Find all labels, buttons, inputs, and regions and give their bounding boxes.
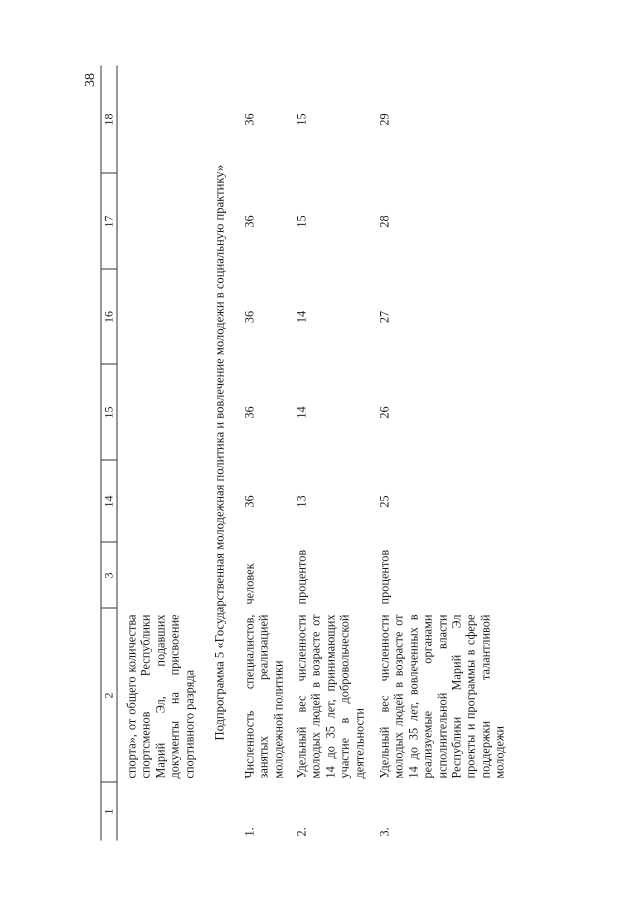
row-2-number: 2. — [294, 826, 308, 836]
subprogram-title: Подпрограмма 5 «Государственная молодежная политика и вовлечение молодежи в социальную практику» — [212, 164, 226, 740]
row-3-unit: процентов — [377, 549, 391, 604]
row-1-value-14: 36 — [242, 494, 256, 508]
rotated-table-sheet — [100, 65, 510, 840]
row-3-number: 3. — [377, 826, 391, 836]
row-2-value-16: 14 — [294, 310, 308, 323]
row-2-value-18: 15 — [294, 112, 308, 126]
column-number-2: 2 — [101, 692, 115, 698]
row-2-indicator-name: Удельный вес численности молодых людей в возрасте от 14 до 35 лет, принимающих участие в добровольческой деятельности — [294, 614, 366, 778]
row-1-number: 1. — [242, 826, 256, 836]
row-1-indicator-name: Численность специалистов, занятых реализацией молодежной политики — [242, 614, 285, 778]
row-1-value-17: 36 — [242, 214, 256, 228]
continuation-text: спорта», от общего количества спортсменов Республики Марий Эл, подавших документы на присвоение спортивного разряда — [124, 614, 196, 778]
row-1-unit: человек — [242, 562, 256, 604]
row-3-value-18: 29 — [377, 112, 391, 126]
row-2-unit: процентов — [294, 549, 308, 604]
column-number-15: 15 — [101, 406, 115, 418]
column-number-1: 1 — [101, 808, 115, 814]
row-1-value-16: 36 — [242, 310, 256, 323]
column-number-3: 3 — [101, 572, 115, 578]
page-number: 38 — [83, 73, 98, 87]
row-3-value-17: 28 — [377, 214, 391, 228]
row-1-value-18: 36 — [242, 112, 256, 126]
row-2-value-15: 14 — [294, 405, 308, 419]
column-number-18: 18 — [101, 113, 115, 125]
column-number-14: 14 — [101, 495, 115, 507]
row-3-indicator-name: Удельный вес численности молодых людей в возрасте от 14 до 35 лет, вовлеченных в реализуемые органами исполнительной власти Республики Марий Эл проекты и программы в сфере поддержки талантливой молодежи — [377, 614, 507, 778]
row-3-value-14: 25 — [377, 494, 391, 508]
row-2-value-14: 13 — [294, 494, 308, 508]
row-3-value-16: 27 — [377, 310, 391, 323]
column-number-17: 17 — [101, 215, 115, 227]
row-3-value-15: 26 — [377, 405, 391, 419]
row-2-value-17: 15 — [294, 214, 308, 228]
column-number-16: 16 — [101, 310, 115, 323]
row-1-value-15: 36 — [242, 405, 256, 419]
